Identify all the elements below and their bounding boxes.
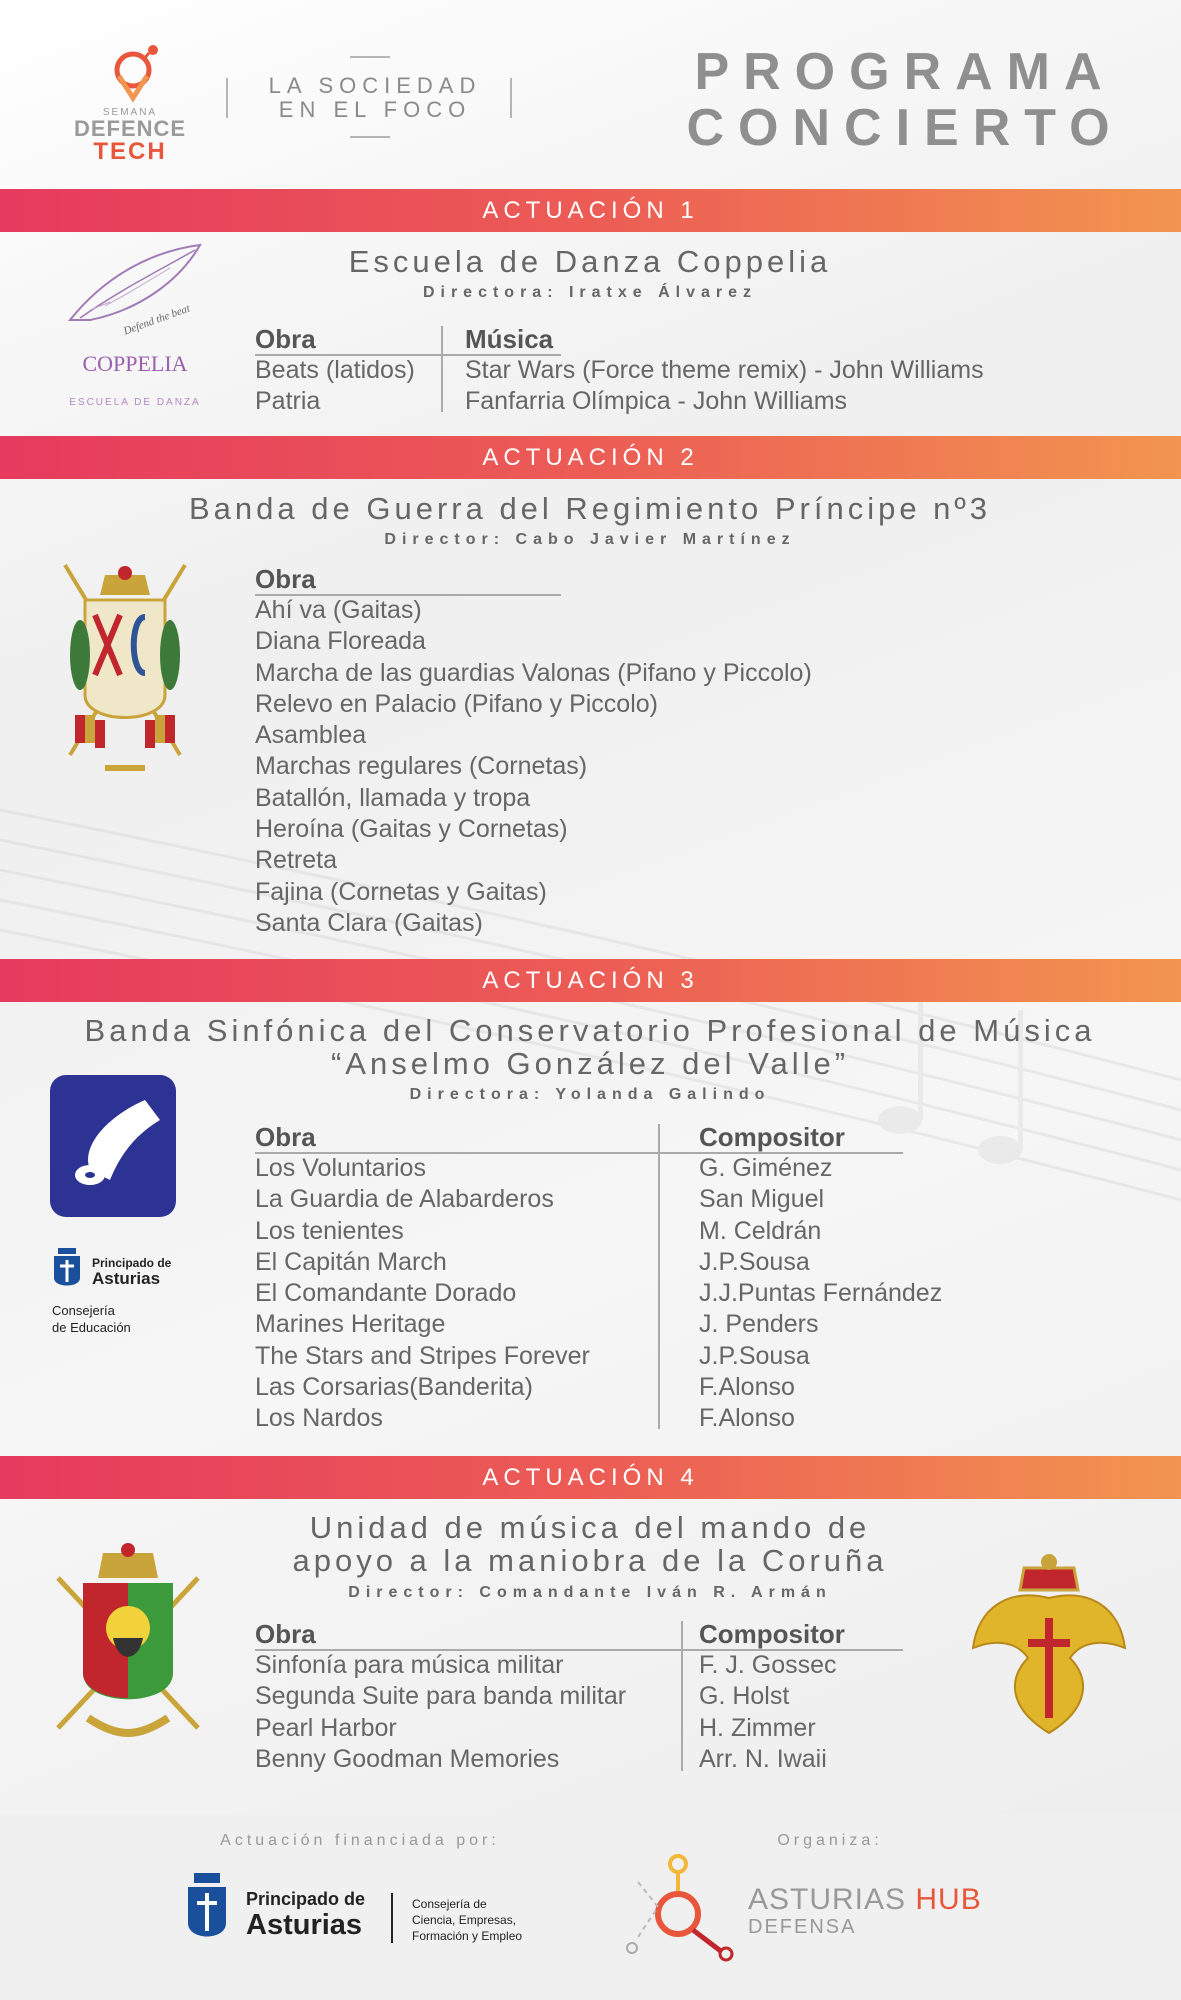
- list-item: Marcha de las guardias Valonas (Pifano y Piccolo): [255, 658, 812, 687]
- list-item: F. J. Gossec: [699, 1651, 837, 1679]
- list-item: F.Alonso: [699, 1404, 795, 1433]
- list-item: Heroína (Gaitas y Cornetas): [255, 815, 568, 844]
- actuacion-2-obra-header: Obra: [255, 564, 316, 594]
- list-item: J.J.Puntas Fernández: [699, 1279, 943, 1308]
- list-item: The Stars and Stripes Forever: [255, 1341, 590, 1370]
- list-item: G. Holst: [699, 1682, 790, 1711]
- actuacion-3-band: ACTUACIÓN 3: [0, 959, 1181, 1002]
- eagle-cross-emblem-icon: [968, 1548, 1130, 1738]
- actuacion-1-musica-1: Star Wars (Force theme remix) - John Williams: [465, 356, 984, 384]
- actuacion-1-musica-2: Fanfarria Olímpica - John Williams: [465, 387, 848, 415]
- list-item: H. Zimmer: [699, 1713, 816, 1742]
- consejeria-footer-line3: Formación y Empleo: [412, 1929, 523, 1943]
- actuacion-2-obra-list: [255, 595, 812, 939]
- brand-tech: TECH: [93, 138, 167, 165]
- actuacion-3-director: Directora: Yolanda Galindo: [409, 1086, 771, 1103]
- tagline-line1: LA SOCIEDAD: [268, 73, 482, 98]
- list-item: J.P.Sousa: [699, 1247, 810, 1276]
- page-title-line2: CONCIERTO: [686, 99, 1124, 157]
- hub-word-asturias: ASTURIAS: [748, 1883, 916, 1916]
- asturias-hub-wordmark: [748, 1884, 982, 1938]
- list-item: Diana Floreada: [255, 627, 426, 656]
- list-item: F.Alonso: [699, 1373, 795, 1402]
- consejeria-footer-line1: Consejería de: [412, 1897, 487, 1911]
- regimiento-principe-coat-of-arms-icon: [50, 555, 200, 785]
- principado-footer-divider: [391, 1893, 393, 1943]
- asturias-shield-icon: [52, 1248, 82, 1292]
- list-item: Ahí va (Gaitas): [255, 596, 422, 624]
- page-title: [660, 44, 1150, 156]
- list-item: El Comandante Dorado: [255, 1279, 517, 1308]
- principado-line2: Asturias: [92, 1269, 161, 1288]
- actuacion-3-obra-list: [255, 1153, 590, 1435]
- mando-apoyo-coat-of-arms-icon: [48, 1538, 208, 1743]
- defence-tech-emblem-icon: [55, 40, 205, 106]
- actuacion-2-band: ACTUACIÓN 2: [0, 436, 1181, 479]
- actuacion-2-title: Banda de Guerra del Regimiento Príncipe nº3: [189, 491, 991, 526]
- financed-label: Actuación financiada por:: [220, 1832, 500, 1849]
- actuacion-1-director: Directora: Iratxe Álvarez: [422, 284, 758, 301]
- organiza-label: Organiza:: [777, 1832, 883, 1849]
- actuacion-3-column-divider: [658, 1124, 660, 1429]
- list-item: Los tenientes: [255, 1216, 404, 1245]
- list-item: Asamblea: [255, 721, 367, 750]
- list-item: La Guardia de Alabarderos: [255, 1185, 554, 1214]
- principado-line1: Principado de: [92, 1256, 172, 1270]
- brand-tag: SEMANA: [102, 107, 158, 118]
- hub-word-defensa: DEFENSA: [748, 1916, 857, 1938]
- tagline-rule-top: [350, 56, 390, 58]
- asturias-shield-icon: [186, 1873, 228, 1947]
- hub-word-hub: HUB: [915, 1883, 982, 1916]
- defence-tech-logo: [55, 40, 205, 165]
- list-item: G. Giménez: [699, 1154, 833, 1182]
- consejeria-line1: Consejería: [52, 1303, 115, 1318]
- principado-footer-line1: Principado de: [246, 1889, 366, 1909]
- actuacion-3-compositor-header: Compositor: [699, 1122, 845, 1152]
- actuacion-1-musica-header: Música: [465, 324, 554, 354]
- tagline-rule-bottom: [350, 136, 390, 138]
- list-item: Las Corsarias(Banderita): [255, 1373, 533, 1402]
- page-title-line1: PROGRAMA: [694, 43, 1116, 101]
- list-item: J.P.Sousa: [699, 1341, 810, 1370]
- consejeria-footer-line2: Ciencia, Empresas,: [412, 1913, 517, 1927]
- actuacion-4-compositor-header: Compositor: [699, 1619, 845, 1649]
- actuacion-1-obra-header: Obra: [255, 324, 316, 354]
- actuacion-4-obra-header: Obra: [255, 1619, 316, 1649]
- list-item: Santa Clara (Gaitas): [255, 908, 483, 937]
- actuacion-4-obra-list: [255, 1650, 626, 1775]
- coppelia-name: COPPELIA: [82, 351, 188, 376]
- actuacion-1-obra-1: Beats (latidos): [255, 356, 415, 384]
- principado-ciencia-logo: [186, 1873, 546, 1953]
- principado-footer-line2: Asturias: [246, 1909, 363, 1941]
- list-item: Benny Goodman Memories: [255, 1744, 560, 1773]
- actuacion-4-title-line2: apoyo a la maniobra de la Coruña: [292, 1543, 888, 1578]
- coppelia-sub: ESCUELA DE DANZA: [69, 397, 201, 408]
- coppelia-script: Defend the beat: [122, 302, 192, 338]
- list-item: El Capitán March: [255, 1247, 447, 1276]
- list-item: Los Voluntarios: [255, 1154, 426, 1182]
- list-item: Pearl Harbor: [255, 1713, 397, 1742]
- list-item: Batallón, llamada y tropa: [255, 783, 531, 812]
- actuacion-4-column-divider: [681, 1621, 683, 1771]
- list-item: J. Penders: [699, 1310, 819, 1339]
- list-item: Retreta: [255, 846, 337, 875]
- header-divider-left: [226, 78, 228, 118]
- tagline-line2: EN EL FOCO: [278, 97, 472, 122]
- actuacion-2-director: Director: Cabo Javier Martínez: [384, 531, 796, 548]
- principado-educacion-logo: [52, 1248, 192, 1336]
- actuacion-4-director: Director: Comandante Iván R. Armán: [348, 1584, 832, 1601]
- consejeria-line2: de Educación: [52, 1320, 131, 1335]
- tagline: [240, 74, 510, 122]
- list-item: Los Nardos: [255, 1404, 383, 1433]
- actuacion-3-title-line1: Banda Sinfónica del Conservatorio Profesional de Música: [84, 1013, 1096, 1048]
- list-item: Marines Heritage: [255, 1310, 446, 1339]
- brand-defence: DEFENCE: [73, 116, 187, 141]
- asturias-hub-emblem-icon: [618, 1852, 742, 1962]
- list-item: Segunda Suite para banda militar: [255, 1682, 627, 1711]
- actuacion-4-band: ACTUACIÓN 4: [0, 1456, 1181, 1499]
- list-item: San Miguel: [699, 1185, 825, 1214]
- actuacion-1-obra-2: Patria: [255, 387, 321, 415]
- actuacion-4-title-line1: Unidad de música del mando de: [309, 1510, 871, 1545]
- list-item: Sinfonía para música militar: [255, 1651, 564, 1679]
- actuacion-3-title-line2: “Anselmo González del Valle”: [330, 1046, 850, 1081]
- actuacion-1-band: ACTUACIÓN 1: [0, 189, 1181, 232]
- actuacion-3-compositor-list: [699, 1153, 942, 1435]
- actuacion-1-column-divider: [441, 326, 443, 412]
- actuacion-1-title: Escuela de Danza Coppelia: [348, 244, 832, 279]
- actuacion-4-compositor-list: [699, 1650, 837, 1775]
- list-item: M. Celdrán: [699, 1216, 822, 1245]
- actuacion-3-obra-header: Obra: [255, 1122, 316, 1152]
- conservatorio-logo-icon: [50, 1075, 176, 1217]
- list-item: Arr. N. Iwaii: [699, 1744, 827, 1773]
- list-item: Marchas regulares (Cornetas): [255, 752, 588, 781]
- list-item: Fajina (Cornetas y Gaitas): [255, 877, 547, 906]
- list-item: Relevo en Palacio (Pifano y Piccolo): [255, 689, 658, 718]
- coppelia-logo: [50, 240, 220, 420]
- header-divider-right: [510, 78, 512, 118]
